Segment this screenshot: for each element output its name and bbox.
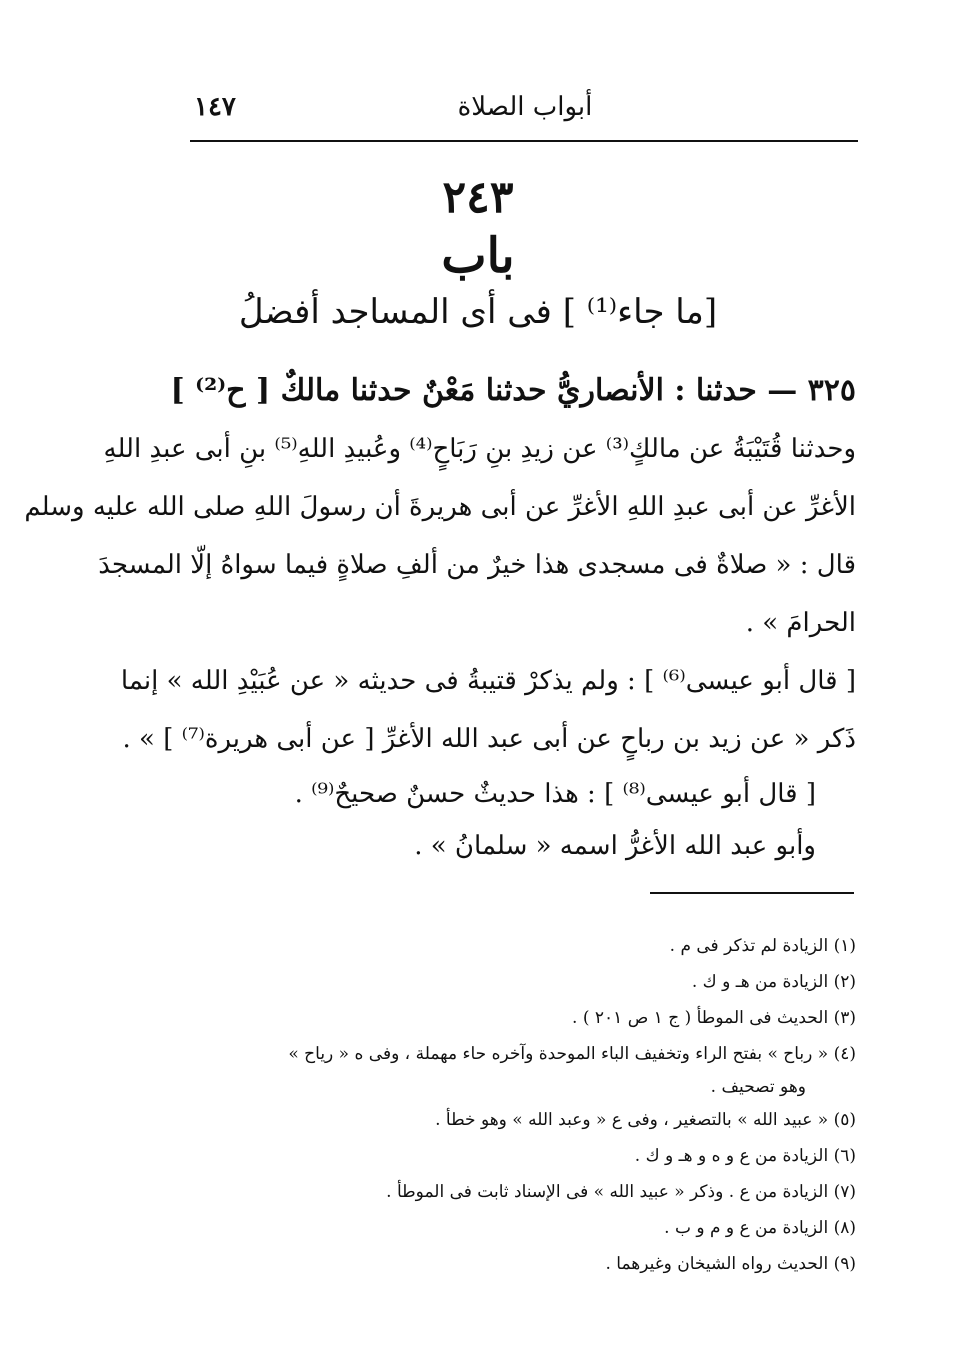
footnote-rule (650, 892, 854, 894)
chapter-word: باب (441, 228, 515, 284)
body-line: ٣٢٥ — حدثنا : الأنصاريُّ حدثنا مَعْنٌ حدثنا مالكٌ [ ح⁽²⁾ ] (170, 373, 856, 408)
footnote: (٧) الزيادة من ع . وذكر « عبيد الله » فى الإسناد ثابت فى الموطأ . (386, 1182, 856, 1202)
footnote: (٦) الزيادة من ع و ه و هـ و ك . (634, 1146, 856, 1166)
footnote-continuation: وهو تصحيف . (710, 1077, 806, 1097)
footnote: (٥) « عبيد الله » بالتصغير ، وفى ع « وعبد الله » وهو خطأ . (435, 1110, 856, 1130)
chapter-subtitle: [ما جاء⁽¹⁾ ] فى أى المساجد أفضلُ (238, 292, 718, 332)
footnote: (٤) « رباح » بفتح الراء وتخفيف الباء الموحدة وآخره حاء مهملة ، وفى ه « رياح » (288, 1044, 856, 1064)
footnotes (196, 928, 856, 1282)
body-line: وحدثنا قُتَيْبَةُ عن مالكٍ⁽³⁾ عن زيدِ بنِ رَبَاحٍ⁽⁴⁾ وعُبيدِ اللهِ⁽⁵⁾ بنِ أبى عبدِ اللهِ (103, 434, 856, 464)
footnote: (٨) الزيادة من ع و م و ب . (664, 1218, 856, 1238)
body-line: الأغرِّ عن أبى عبدِ اللهِ الأغرِّ عن أبى هريرةَ أن رسولَ اللهِ صلى الله عليه وسلم (24, 492, 856, 522)
body-line: قال : « صلاةٌ فى مسجدى هذا خيرٌ من ألفِ صلاةٍ فيما سواهُ إلّا المسجدَ (98, 550, 856, 580)
body-line: [ قال أبو عيسى⁽⁸⁾ ] : هذا حديثٌ حسنٌ صحيحٌ⁽⁹⁾ . (294, 779, 816, 809)
footnote: (٣) الحديث فى الموطأ ( ج ١ ص ٢٠١ ) . (572, 1008, 856, 1028)
running-title: أبواب الصلاة (457, 92, 593, 122)
body-line: الحرامَ » . (745, 608, 856, 638)
footnote: (١) الزيادة لم تذكر فى م . (669, 936, 856, 956)
page-number: ١٤٧ (194, 92, 236, 122)
main-text (24, 362, 856, 872)
body-line: ذَكر « عن زيد بن رباحٍ عن أبى عبد الله الأغرِّ [ عن أبى هريرة⁽⁷⁾ ] » . (122, 724, 856, 754)
chapter-number: ٢٤٣ (442, 172, 514, 223)
body-line: [ قال أبو عيسى⁽⁶⁾ ] : ولم يذكرْ قتيبةُ فى حديثه « عن عُبَيْدِ الله » إنما (120, 666, 856, 696)
footnote: (٩) الحديث رواه الشيخان وغيرهما . (605, 1254, 856, 1274)
body-line: وأبو عبد الله الأغرُّ اسمه « سلمانُ » . (414, 831, 816, 861)
footnote: (٢) الزيادة من هـ و ك . (691, 972, 856, 992)
header-rule (190, 140, 858, 142)
running-header (190, 88, 860, 128)
